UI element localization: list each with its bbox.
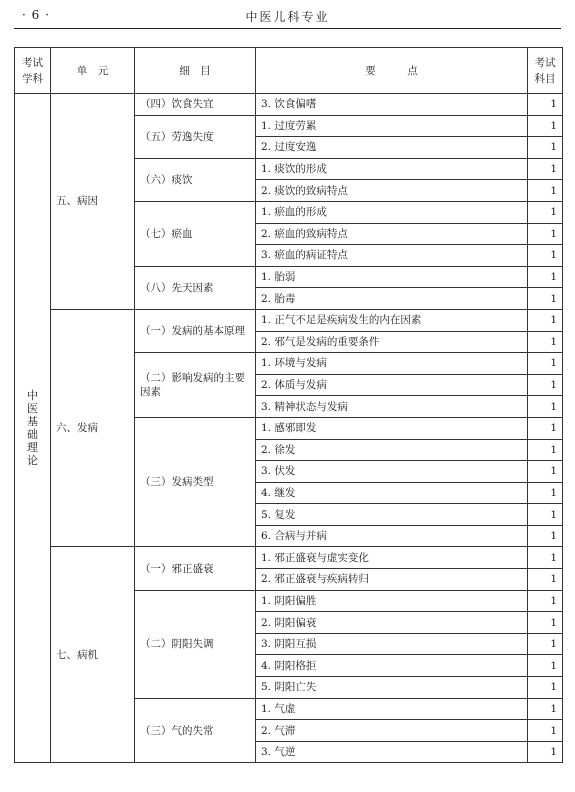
level-cell: 1 xyxy=(528,461,563,483)
unit-cell: 六、发病 xyxy=(51,309,135,547)
detail-cell: （一）邪正盛衰 xyxy=(135,547,256,590)
point-cell: 4. 继发 xyxy=(256,482,528,504)
detail-cell: （二）影响发病的主要因素 xyxy=(135,353,256,418)
level-cell: 1 xyxy=(528,417,563,439)
level-cell: 1 xyxy=(528,180,563,202)
column-header-level: 考试 科目 xyxy=(528,48,563,94)
level-cell: 1 xyxy=(528,612,563,634)
detail-cell: （三）发病类型 xyxy=(135,417,256,547)
point-cell: 5. 阴阳亡失 xyxy=(256,677,528,699)
page-number: · 6 · xyxy=(22,8,50,22)
detail-cell: （七）瘀血 xyxy=(135,201,256,266)
level-cell: 1 xyxy=(528,353,563,375)
point-cell: 1. 环境与发病 xyxy=(256,353,528,375)
detail-cell: （四）饮食失宜 xyxy=(135,94,256,116)
level-cell: 1 xyxy=(528,245,563,267)
unit-cell: 七、病机 xyxy=(51,547,135,763)
point-cell: 2. 邪正盛衰与疾病转归 xyxy=(256,569,528,591)
point-cell: 1. 邪正盛衰与虚实变化 xyxy=(256,547,528,569)
point-cell: 2. 阴阳偏衰 xyxy=(256,612,528,634)
point-cell: 2. 过度安逸 xyxy=(256,137,528,159)
level-cell: 1 xyxy=(528,525,563,547)
column-header-subject: 考试 学科 xyxy=(15,48,51,94)
subject-cell xyxy=(15,94,51,763)
table-row xyxy=(15,94,563,116)
point-cell: 1. 感邪即发 xyxy=(256,417,528,439)
point-cell: 3. 瘀血的病证特点 xyxy=(256,245,528,267)
level-cell: 1 xyxy=(528,590,563,612)
level-cell: 1 xyxy=(528,331,563,353)
point-cell: 2. 徐发 xyxy=(256,439,528,461)
point-cell: 2. 气滞 xyxy=(256,720,528,742)
point-cell: 2. 痰饮的致病特点 xyxy=(256,180,528,202)
point-cell: 1. 气虚 xyxy=(256,698,528,720)
level-cell: 1 xyxy=(528,115,563,137)
level-cell: 1 xyxy=(528,439,563,461)
level-cell: 1 xyxy=(528,655,563,677)
level-cell: 1 xyxy=(528,309,563,331)
point-cell: 3. 气逆 xyxy=(256,741,528,763)
point-cell: 1. 瘀血的形成 xyxy=(256,201,528,223)
level-cell: 1 xyxy=(528,396,563,418)
level-cell: 1 xyxy=(528,223,563,245)
level-cell: 1 xyxy=(528,482,563,504)
running-title: 中医儿科专业 xyxy=(245,10,330,24)
point-cell: 1. 痰饮的形成 xyxy=(256,158,528,180)
unit-cell: 五、病因 xyxy=(51,94,135,310)
point-cell: 3. 伏发 xyxy=(256,461,528,483)
level-cell: 1 xyxy=(528,374,563,396)
detail-cell: （一）发病的基本原理 xyxy=(135,309,256,352)
level-cell: 1 xyxy=(528,504,563,526)
table-row xyxy=(15,309,563,331)
table-header-row xyxy=(15,48,563,94)
table-row xyxy=(15,547,563,569)
point-cell: 4. 阴阳格拒 xyxy=(256,655,528,677)
point-cell: 1. 过度劳累 xyxy=(256,115,528,137)
level-cell: 1 xyxy=(528,137,563,159)
level-cell: 1 xyxy=(528,569,563,591)
point-cell: 2. 瘀血的致病特点 xyxy=(256,223,528,245)
column-header-unit: 单 元 xyxy=(51,48,135,94)
level-cell: 1 xyxy=(528,741,563,763)
level-cell: 1 xyxy=(528,94,563,116)
point-cell: 1. 阴阳偏胜 xyxy=(256,590,528,612)
level-cell: 1 xyxy=(528,720,563,742)
level-cell: 1 xyxy=(528,677,563,699)
syllabus-table xyxy=(14,47,563,763)
page-header xyxy=(14,6,561,29)
detail-cell: （二）阴阳失调 xyxy=(135,590,256,698)
detail-cell: （六）痰饮 xyxy=(135,158,256,201)
point-cell: 3. 精神状态与发病 xyxy=(256,396,528,418)
column-header-detail: 细 目 xyxy=(135,48,256,94)
level-cell: 1 xyxy=(528,266,563,288)
detail-cell: （八）先天因素 xyxy=(135,266,256,309)
level-cell: 1 xyxy=(528,158,563,180)
column-header-point: 要 点 xyxy=(256,48,528,94)
level-cell: 1 xyxy=(528,288,563,310)
detail-cell: （五）劳逸失度 xyxy=(135,115,256,158)
point-cell: 3. 阴阳互损 xyxy=(256,633,528,655)
point-cell: 2. 邪气是发病的重要条件 xyxy=(256,331,528,353)
point-cell: 6. 合病与并病 xyxy=(256,525,528,547)
subject-label: 中医基础理论 xyxy=(27,388,38,467)
point-cell: 1. 正气不足是疾病发生的内在因素 xyxy=(256,309,528,331)
level-cell: 1 xyxy=(528,633,563,655)
point-cell: 3. 饮食偏嗜 xyxy=(256,94,528,116)
point-cell: 1. 胎弱 xyxy=(256,266,528,288)
point-cell: 5. 复发 xyxy=(256,504,528,526)
detail-cell: （三）气的失常 xyxy=(135,698,256,763)
level-cell: 1 xyxy=(528,547,563,569)
point-cell: 2. 胎毒 xyxy=(256,288,528,310)
point-cell: 2. 体质与发病 xyxy=(256,374,528,396)
level-cell: 1 xyxy=(528,698,563,720)
level-cell: 1 xyxy=(528,201,563,223)
